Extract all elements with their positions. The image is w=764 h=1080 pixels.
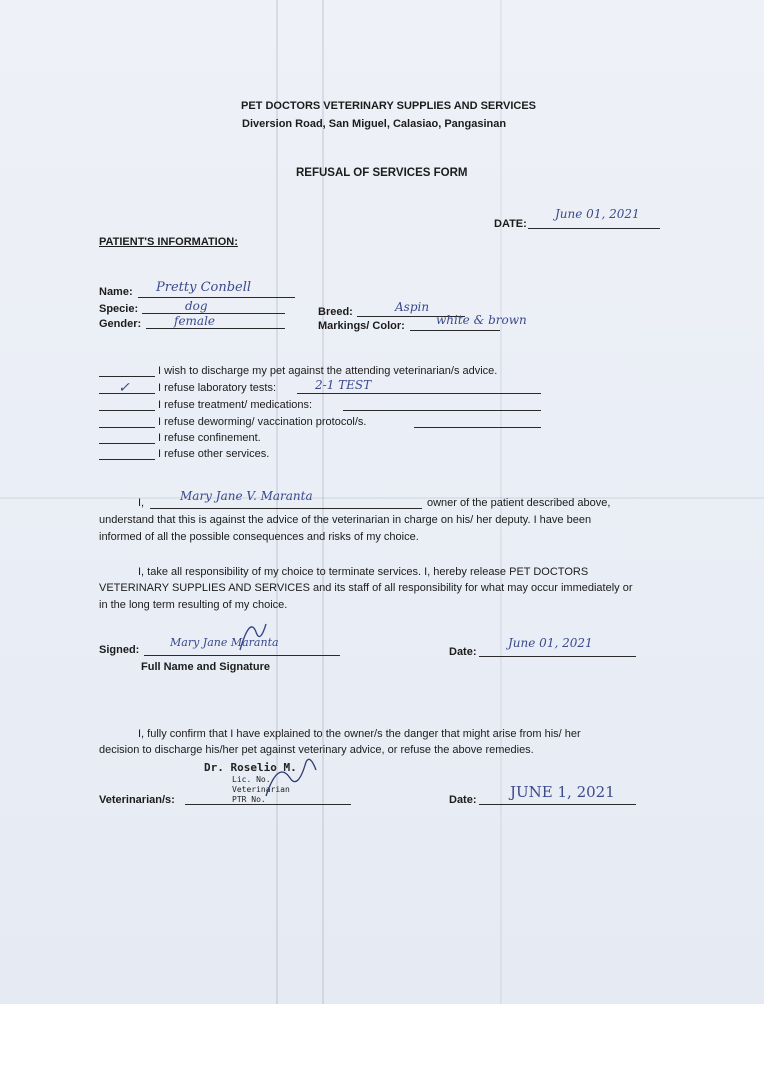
signed-label: Signed: [99, 644, 140, 656]
form-title: REFUSAL OF SERVICES FORM [296, 167, 468, 179]
lab-tests-line [297, 393, 541, 394]
company-address: Diversion Road, San Miguel, Calasiao, Pangasinan [242, 118, 507, 130]
species-label: Specie: [99, 303, 139, 315]
option-blank[interactable] [99, 410, 155, 411]
option-blank[interactable] [99, 376, 155, 377]
vet-signature-flourish-icon [262, 756, 322, 806]
responsibility-line1: I, take all responsibility of my choice to terminate services. I, hereby release PET DOCTORS [138, 566, 589, 578]
option-deworming: I refuse deworming/ vaccination protocol/s. [158, 416, 367, 428]
owner-statement-line2: understand that this is against the advice of the veterinarian in charge on his/ her deputy. I have been [99, 514, 592, 526]
option-discharge: I wish to discharge my pet against the attending veterinarian/s advice. [158, 365, 498, 377]
vet-stamp-license: Lic. No. [232, 775, 271, 784]
option-other-services: I refuse other services. [158, 448, 270, 460]
owner-prefix: I, [138, 497, 145, 509]
lab-tests-detail: 2-1 TEST [315, 378, 372, 392]
date-value: June 01, 2021 [555, 207, 640, 221]
check-mark-icon: ✓ [118, 380, 130, 396]
signed-date-value: June 01, 2021 [508, 636, 593, 650]
owner-name: Mary Jane V. Maranta [180, 489, 313, 503]
fold-line [322, 0, 324, 1004]
breed-value: Aspin [395, 300, 430, 314]
vet-stamp-ptr: PTR No. [232, 795, 266, 804]
fold-line [0, 497, 764, 499]
patient-info-title: PATIENT'S INFORMATION: [99, 236, 238, 248]
owner-signature: Mary Jane Maranta [170, 636, 279, 649]
vet-date-label: Date: [449, 794, 477, 806]
markings-line [410, 330, 500, 331]
confirmation-line1: I, fully confirm that I have explained to the owner/s the danger that might arise from his/ her [138, 728, 581, 740]
breed-label: Breed: [318, 306, 353, 318]
option-treatment: I refuse treatment/ medications: [158, 399, 313, 411]
name-value: Pretty Conbell [156, 280, 252, 295]
option-confinement: I refuse confinement. [158, 432, 261, 444]
signed-date-line [479, 656, 636, 657]
vet-stamp-title: Veterinarian [232, 785, 290, 794]
confirmation-line2: decision to discharge his/her pet against veterinary advice, or refuse the above remedies. [99, 744, 534, 756]
option-blank[interactable] [99, 427, 155, 428]
gender-label: Gender: [99, 318, 142, 330]
responsibility-line3: in the long term resulting of my choice. [99, 599, 288, 611]
option-blank[interactable] [99, 443, 155, 444]
name-label: Name: [99, 286, 133, 298]
signature-caption: Full Name and Signature [141, 661, 270, 673]
vet-date-line [479, 804, 636, 805]
signature-flourish-icon [236, 614, 276, 654]
gender-line [146, 328, 285, 329]
owner-statement-line3: informed of all the possible consequences and risks of my choice. [99, 531, 419, 543]
responsibility-line2: VETERINARY SUPPLIES AND SERVICES and its staff of all responsibility for what may occur immediately or [99, 582, 633, 594]
vet-stamp-name: Dr. Roselio M. [204, 761, 297, 774]
species-value: dog [185, 299, 208, 313]
vet-date-value: JUNE 1, 2021 [510, 783, 615, 801]
deworming-line [414, 427, 541, 428]
name-line [138, 297, 295, 298]
option-blank[interactable] [99, 459, 155, 460]
gender-value: female [174, 314, 216, 328]
treatment-line [343, 410, 541, 411]
veterinarian-label: Veterinarian/s: [99, 794, 175, 806]
owner-statement-line1: owner of the patient described above, [427, 497, 611, 509]
signed-date-label: Date: [449, 646, 477, 658]
owner-name-line [150, 508, 422, 509]
markings-value: white & brown [436, 313, 527, 327]
company-name: PET DOCTORS VETERINARY SUPPLIES AND SERVICES [241, 100, 537, 112]
markings-label: Markings/ Color: [318, 320, 405, 332]
date-line [528, 228, 660, 229]
signature-line[interactable] [144, 655, 340, 656]
option-lab-tests: I refuse laboratory tests: [158, 382, 276, 394]
date-label: DATE: [494, 218, 527, 230]
